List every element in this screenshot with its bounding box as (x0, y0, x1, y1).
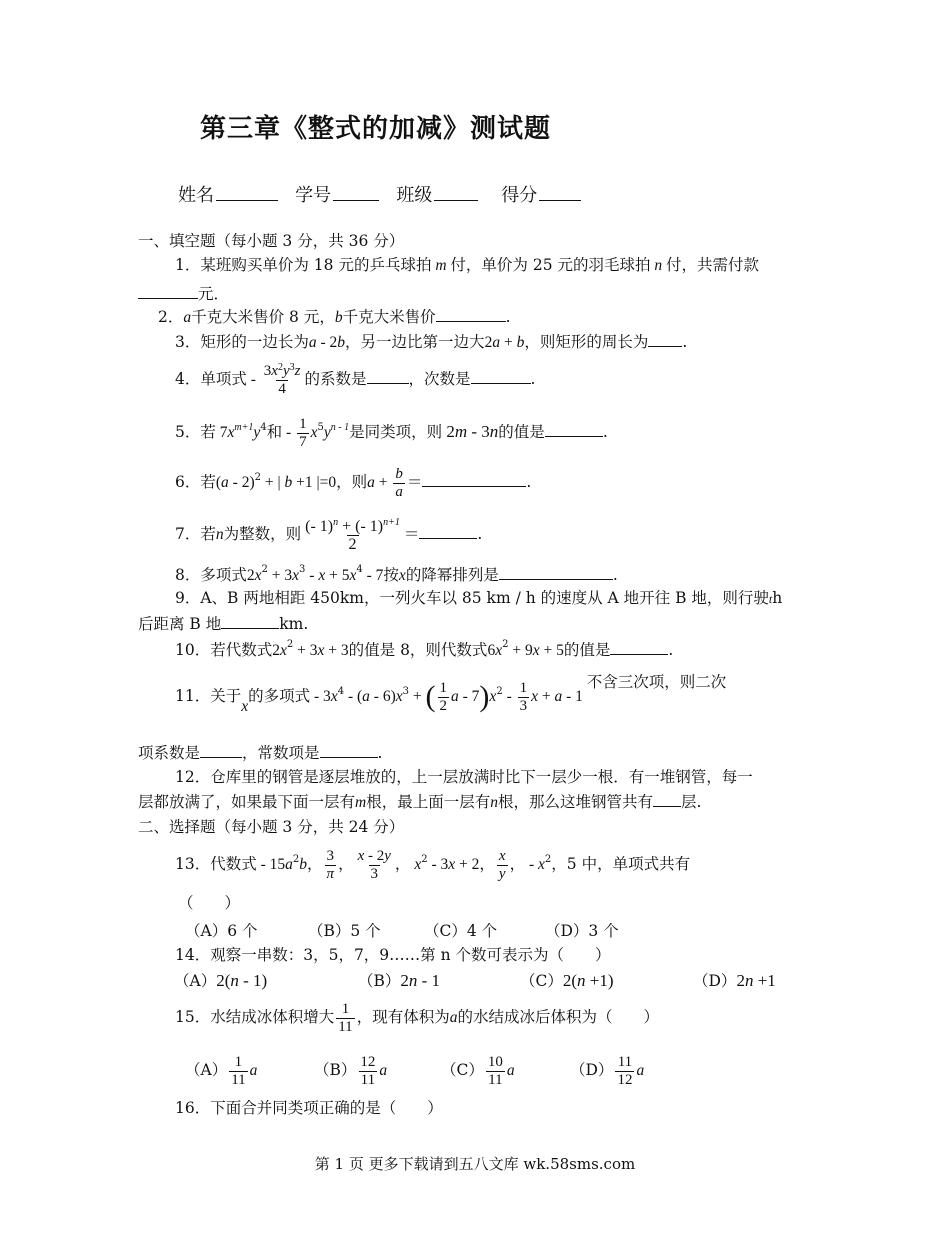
q4-text-b: 的系数是 (304, 370, 367, 388)
q13-option-a[interactable]: （A）6 个 (185, 922, 258, 940)
q5-text-a: 5．若 (175, 423, 216, 441)
q1-text-a: 1．某班购买单价为 18 元的乒乓球拍 (175, 256, 432, 274)
q14-option-b-label: （B） (358, 972, 401, 990)
section-fill-heading: 一、填空题（每小题 3 分，共 36 分） (138, 232, 405, 250)
q8-blank (499, 563, 613, 580)
question-5: 5．若 $7x^{m+1}y^4$和 - $\frac{1}{7}$ $x^5y^{n - 1}$是同类项，则 2m - 3n的值是 . (175, 415, 608, 450)
q11-text-b: 的多项式 (248, 687, 311, 705)
question-11: 11．关于x的多项式 - $3x^4 - (a - 6)x^3$ + ( $\frac{1}{2}$ a - $7)x^2$ - $\frac{1}{3}$ x + a - 1 不含三次项，则二次 (175, 673, 727, 715)
class-label: 班级 (396, 185, 433, 206)
q7-blank (419, 522, 477, 539)
q15-option-b-label: （B） (314, 1061, 357, 1079)
q15-option-a[interactable]: （A） $\frac{1}{11}$ a (185, 1053, 258, 1088)
q5-text-c: 是同类项，则 (349, 423, 443, 441)
question-15: 15．水结成冰体积增大 $\frac{1}{11}$ ，现有体积为a的水结成冰后体积为（ ） (175, 1000, 659, 1035)
q14-option-a-label: （A） (174, 972, 217, 990)
question-8: 8．多项式$2x^2 + 3x^3 - x + 5x^4 - 7$按x的降幂排列是 . (175, 564, 618, 584)
q11-text-d: 项系数是 (138, 744, 201, 762)
q15-option-c-label: （C） (441, 1061, 484, 1079)
q4-blank-2 (471, 367, 531, 384)
q1-text-c: 付，共需付款 (665, 256, 759, 274)
q13-text-b: ，5 中，单项式共有 (551, 855, 691, 873)
id-label: 学号 (295, 185, 332, 206)
q5-text-b: 和 (266, 423, 283, 441)
name-blank (216, 184, 278, 201)
q6-text-a: 6．若 (175, 473, 216, 491)
q14-option-d[interactable]: （D）2n +1 (693, 971, 776, 990)
q15-text-b: ，现有体积为 (356, 1008, 450, 1026)
question-3: 3．矩形的一边长为a - 2b，另一边比第一边大2a + b，则矩形的周长为 . (175, 330, 687, 354)
q3-text-b: ，另一边比第一边大 (345, 333, 485, 351)
q3-text-a: 3．矩形的一边长为 (175, 333, 309, 351)
q12-text-c: 根，最上面一层有 (366, 793, 491, 811)
question-9: 9．A、B 两地相距 450km，一列火车以 85 km / h 的速度从 A 地开往 B 地，则行驶th (175, 589, 783, 607)
q12-text-a: 12．仓库里的钢管是逐层堆放的，上一层放满时比下一层少一根．有一堆钢管，每一 (175, 768, 753, 786)
name-label: 姓名 (178, 185, 214, 206)
q6-blank (422, 470, 526, 487)
q8-text-a: 8．多项式 (175, 566, 247, 584)
question-1-cont (138, 282, 229, 305)
question-10: 10．若代数式$2x^2 + 3x + 3$的值是 8，则代数式$6x^2 + 9x + 5$的值是 . (175, 639, 674, 659)
q15-option-d[interactable]: （D） $\frac{11}{12}$ a (570, 1053, 645, 1088)
question-12 (175, 766, 753, 788)
q2-text-b: 千克大米售价 8 元， (191, 308, 335, 326)
q14-option-c[interactable]: （C）2(n +1) (520, 971, 614, 990)
q15-option-c[interactable]: （C） $\frac{10}{11}$ a (441, 1053, 515, 1088)
q5-blank (545, 420, 603, 437)
q13-paren: （ ） (178, 894, 241, 912)
q7-text-b: 为整数，则 (223, 525, 302, 543)
q7-text-a: 7．若 (175, 525, 216, 543)
q5-text-d: 的值是 (498, 423, 545, 441)
question-9-cont (138, 612, 308, 635)
q2-text-c: 千克大米售价 (342, 308, 436, 326)
q1-blank (138, 282, 198, 299)
student-info-row (178, 181, 581, 207)
q15-text-a: 15．水结成冰体积增大 (175, 1008, 335, 1026)
q11-text-a: 11．关于 (175, 687, 242, 705)
q15-option-a-label: （A） (185, 1061, 228, 1079)
q13-text-a: 13．代数式 (175, 855, 257, 873)
q14-option-c-label: （C） (520, 972, 563, 990)
q1-text-d: 元． (198, 285, 230, 303)
q10-text-b: 的值是 8，则代数式 (348, 641, 488, 659)
question-13: 13．代数式 - $15a^2b$， $\frac{3}{\pi}$ ， $\frac{x - 2y}{3}$ ， $x^2 - 3x + 2$， $\frac{x}{y}$ ， - $x^2$，5 中，单项式共有 (175, 847, 691, 882)
q14-option-b[interactable]: （B）2n - 1 (358, 971, 441, 990)
score-label: 得分 (501, 185, 538, 206)
q15-text-c: 的水结成冰后体积为（ ） (457, 1008, 659, 1026)
q10-blank (610, 638, 668, 655)
question-11-cont: 项系数是 ，常数项是 . (138, 741, 382, 764)
question-7: 7．若n为整数，则 $\frac{(- 1)^n + (- 1)^{n+1}}{2}$ ＝ . (175, 516, 483, 553)
q1-text-b: 付，单价为 25 元的羽毛球拍 (450, 256, 651, 274)
q11-blank-1 (200, 741, 242, 758)
q14-option-d-label: （D） (693, 972, 737, 990)
q15-option-b[interactable]: （B） $\frac{12}{11}$ a (314, 1053, 388, 1088)
q15-option-d-label: （D） (570, 1061, 614, 1079)
q8-text-c: 的降幂排列是 (405, 566, 499, 584)
q3-blank (648, 330, 682, 347)
q13-option-c[interactable]: （C）4 个 (424, 922, 498, 940)
q11-text-c: 不含三次项，则二次 (586, 673, 727, 691)
q14-option-a[interactable]: （A）2(n - 1) (174, 971, 268, 990)
question-6: 6．若(a - 2)$^2$ + | b +1 |=0，则a + $\frac{b}{a}$ ＝ . (175, 465, 532, 500)
question-2: 2．a千克大米售价 8 元，b千克大米售价 . (158, 305, 511, 329)
q9-blank (221, 612, 279, 629)
q6-text-b: ，则 (336, 473, 368, 491)
section-choice-heading: 二、选择题（每小题 3 分，共 24 分） (138, 818, 405, 836)
page-footer: 第 1 页 更多下载请到五八文库 wk.58sms.com (314, 1155, 636, 1173)
score-blank (539, 184, 581, 201)
question-16: 16．下面合并同类项正确的是（ ） (175, 1099, 443, 1117)
q4-text-a: 4．单项式 (175, 370, 247, 388)
q13-option-d[interactable]: （D）3 个 (545, 922, 619, 940)
question-1: 1．某班购买单价为 18 元的乒乓球拍 m 付，单价为 25 元的羽毛球拍 n 付，共需付款 (175, 256, 759, 274)
page-title: 第三章《整式的加减》测试题 (200, 114, 552, 144)
question-12-cont: 层都放满了，如果最下面一层有m根，最上面一层有n根，那么这堆钢管共有 层. (138, 790, 701, 814)
question-14: 14．观察一串数：3，5，7，9……第 n 个数可表示为（ ） (175, 946, 611, 964)
q9-text-d: km. (279, 615, 309, 633)
q2-text-a: 2． (158, 308, 184, 326)
q11-blank-2 (320, 741, 378, 758)
q12-text-d: 根，那么这堆钢管共有 (497, 793, 653, 811)
q4-blank-1 (367, 367, 409, 384)
q12-blank (653, 790, 681, 807)
class-blank (434, 184, 478, 201)
q10-text-a: 10．若代数式 (175, 641, 273, 659)
question-4: 4．单项式 - $\frac{3x^2y^3z}{4}$ 的系数是 ，次数是 . (175, 361, 536, 397)
id-blank (333, 184, 379, 201)
q3-text-c: ，则矩形的周长为 (524, 333, 649, 351)
q2-blank (436, 305, 506, 322)
q11-text-e: ，常数项是 (242, 744, 320, 762)
q13-option-b[interactable]: （B）5 个 (308, 922, 381, 940)
q12-text-b: 层都放满了，如果最下面一层有 (138, 793, 356, 811)
q9-text-b: h (772, 589, 783, 607)
q8-text-b: 按 (383, 566, 399, 584)
q4-text-c: ，次数是 (408, 370, 471, 388)
q9-text-a: 9．A、B 两地相距 450km，一列火车以 85 km / h 的速度从 A 地开往 B 地，则行驶 (175, 589, 769, 607)
q10-text-c: 的值是 (563, 641, 611, 659)
q12-text-e: 层. (681, 793, 702, 811)
q9-text-c: 后距离 B 地 (138, 615, 222, 633)
